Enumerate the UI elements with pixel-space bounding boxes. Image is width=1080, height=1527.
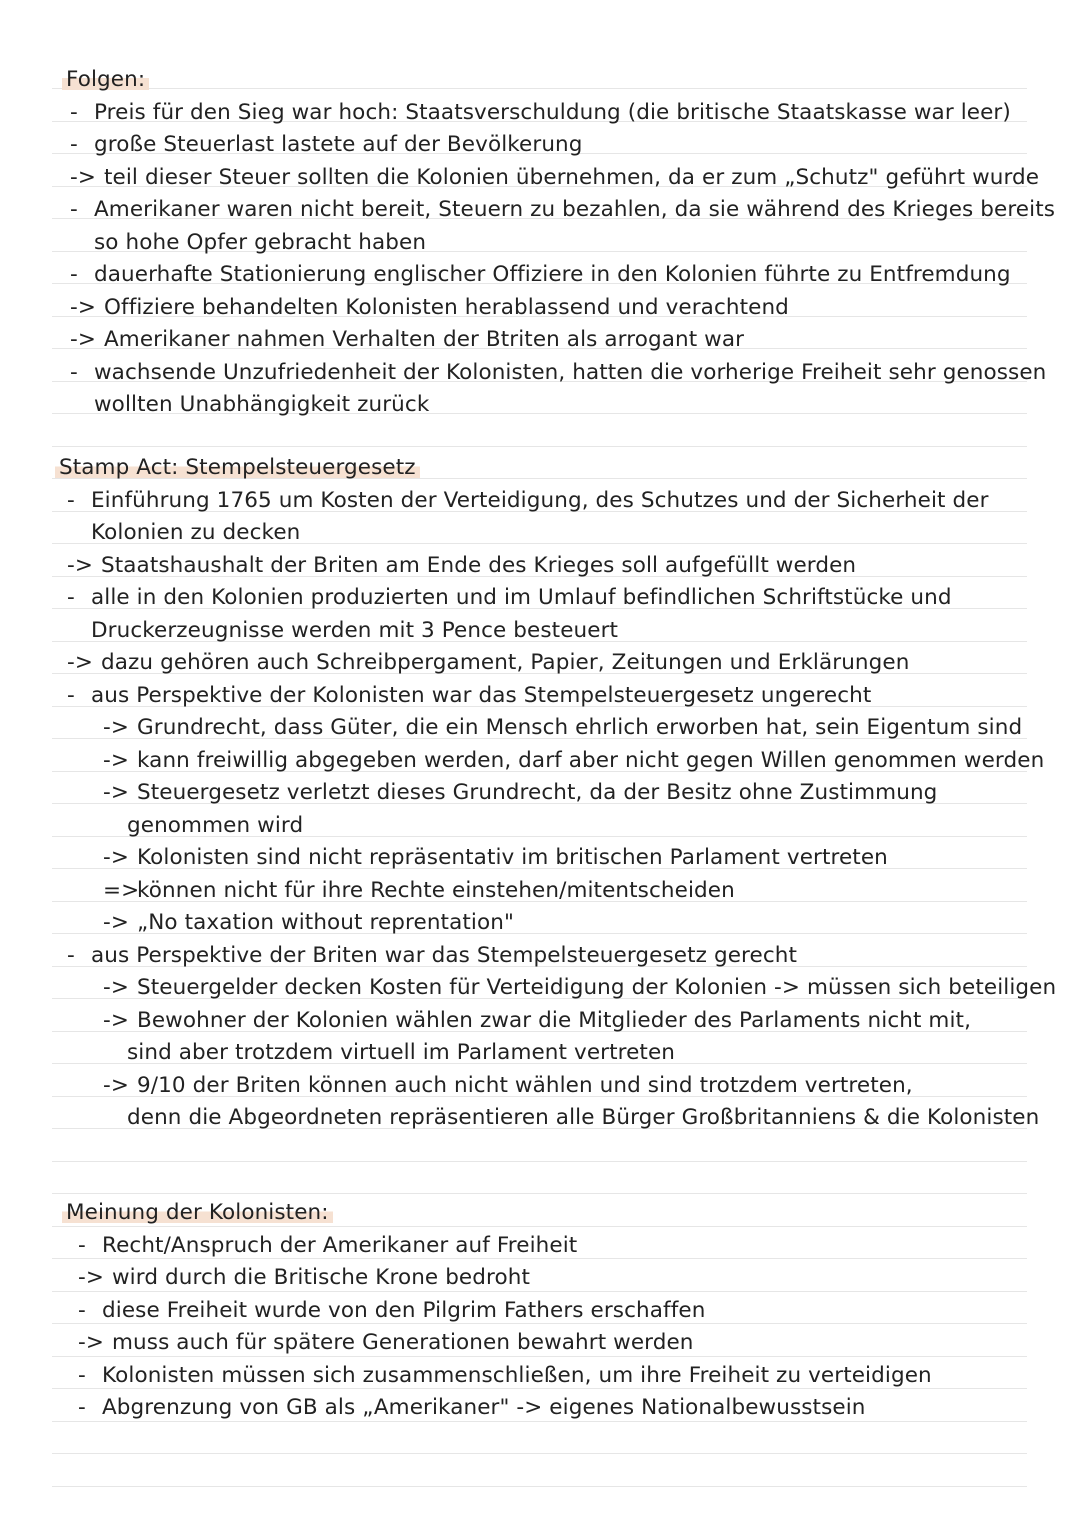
note-line (67, 940, 797, 972)
bullet-marker: -> (78, 1330, 104, 1355)
note-line (78, 1295, 705, 1327)
note-text: große Steuerlast lastete auf der Bevölkerung (94, 132, 583, 157)
note-line (70, 194, 1055, 226)
bullet-marker: - (70, 360, 78, 385)
ruled-line (52, 1486, 1027, 1487)
ruled-line (52, 1193, 1027, 1194)
note-line (103, 1037, 675, 1069)
note-line (103, 842, 888, 874)
section-heading (62, 1197, 333, 1229)
bullet-marker: - (78, 1298, 86, 1323)
section-heading (62, 64, 149, 96)
bullet-marker: -> (103, 780, 129, 805)
note-text: Kolonisten müssen sich zusammenschließen, um ihre Freiheit zu verteidigen (102, 1363, 932, 1388)
note-line (67, 647, 909, 679)
note-line (67, 615, 618, 647)
bullet-marker: -> (103, 1008, 129, 1033)
note-text: muss auch für spätere Generationen bewahrt werden (112, 1330, 694, 1355)
bullet-marker: - (70, 100, 78, 125)
section-heading-text: Folgen: (62, 67, 149, 92)
note-line (103, 712, 1022, 744)
note-text: genommen wird (127, 813, 304, 838)
note-text: kann freiwillig abgegeben werden, darf aber nicht gegen Willen genommen werden (137, 748, 1045, 773)
section-heading (55, 452, 420, 484)
bullet-marker: -> (103, 845, 129, 870)
note-line (67, 680, 871, 712)
note-text: dauerhafte Stationierung englischer Offiziere in den Kolonien führte zu Entfremdung (94, 262, 1011, 287)
bullet-marker: -> (103, 975, 129, 1000)
note-text: aus Perspektive der Briten war das Stempelsteuergesetz gerecht (91, 943, 798, 968)
note-text: wird durch die Britische Krone bedroht (112, 1265, 530, 1290)
note-line (78, 1360, 932, 1392)
note-text: so hohe Opfer gebracht haben (94, 230, 427, 255)
note-line (67, 582, 952, 614)
note-text: Kolonisten sind nicht repräsentativ im britischen Parlament vertreten (137, 845, 888, 870)
note-text: Preis für den Sieg war hoch: Staatsverschuldung (die britische Staatskasse war leer) (94, 100, 1011, 125)
note-line (70, 129, 583, 161)
ruled-line (52, 88, 1027, 89)
note-line (70, 227, 426, 259)
bullet-marker: - (70, 262, 78, 287)
bullet-marker: - (78, 1395, 86, 1420)
note-text: Grundrecht, dass Güter, die ein Mensch ehrlich erworben hat, sein Eigentum sind (137, 715, 1023, 740)
note-line (70, 162, 1039, 194)
bullet-marker: -> (70, 327, 96, 352)
ruled-line (52, 1453, 1027, 1454)
note-text: Amerikaner waren nicht bereit, Steuern zu bezahlen, da sie während des Krieges bereits (94, 197, 1056, 222)
note-line (67, 550, 856, 582)
note-line (70, 259, 1011, 291)
bullet-marker: -> (70, 165, 96, 190)
bullet-marker: -> (67, 650, 93, 675)
note-text: Steuergesetz verletzt dieses Grundrecht, da der Besitz ohne Zustimmung (137, 780, 938, 805)
note-line (103, 972, 1056, 1004)
bullet-marker: - (67, 488, 75, 513)
section-heading-text: Stamp Act: Stempelsteuergesetz (55, 455, 420, 480)
note-text: aus Perspektive der Kolonisten war das Stempelsteuergesetz ungerecht (91, 683, 872, 708)
bullet-marker: -> (67, 553, 93, 578)
note-line (78, 1262, 530, 1294)
note-line (103, 875, 735, 907)
note-line (70, 389, 429, 421)
note-line (103, 810, 303, 842)
note-line (103, 1102, 1039, 1134)
note-line (103, 745, 1044, 777)
note-text: Offiziere behandelten Kolonisten herablassend und verachtend (104, 295, 789, 320)
note-line (103, 777, 937, 809)
note-text: Staatshaushalt der Briten am Ende des Krieges soll aufgefüllt werden (101, 553, 857, 578)
note-text: dazu gehören auch Schreibpergament, Papier, Zeitungen und Erklärungen (101, 650, 910, 675)
bullet-marker: -> (103, 715, 129, 740)
note-text: denn die Abgeordneten repräsentieren alle Bürger Großbritanniens & die Kolonisten (127, 1105, 1040, 1130)
note-line (67, 485, 989, 517)
note-line (78, 1230, 577, 1262)
note-text: „No taxation without reprentation" (137, 910, 514, 935)
ruled-line (52, 446, 1027, 447)
bullet-marker: -> (103, 748, 129, 773)
section-heading-text: Meinung der Kolonisten: (62, 1200, 333, 1225)
note-line (103, 907, 514, 939)
note-text: Amerikaner nahmen Verhalten der Btriten als arrogant war (104, 327, 745, 352)
note-text: 9/10 der Briten können auch nicht wählen und sind trotzdem vertreten, (137, 1073, 913, 1098)
note-line (67, 517, 300, 549)
ruled-line (52, 1161, 1027, 1162)
bullet-marker: -> (70, 295, 96, 320)
note-line (103, 1070, 913, 1102)
note-text: Druckerzeugnisse werden mit 3 Pence besteuert (91, 618, 619, 643)
note-text: alle in den Kolonien produzierten und im Umlauf befindlichen Schriftstücke und (91, 585, 952, 610)
bullet-marker: -> (103, 1073, 129, 1098)
note-text: Einführung 1765 um Kosten der Verteidigung, des Schutzes und der Sicherheit der (91, 488, 989, 513)
note-text: wollten Unabhängigkeit zurück (94, 392, 430, 417)
note-text: Abgrenzung von GB als „Amerikaner" -> eigenes Nationalbewusstsein (102, 1395, 866, 1420)
note-text: können nicht für ihre Rechte einstehen/mitentscheiden (137, 878, 735, 903)
bullet-marker: - (70, 132, 78, 157)
bullet-marker: - (67, 943, 75, 968)
note-text: wachsende Unzufriedenheit der Kolonisten, hatten die vorherige Freiheit sehr genossen (94, 360, 1047, 385)
note-text: sind aber trotzdem virtuell im Parlament vertreten (127, 1040, 676, 1065)
bullet-marker: - (67, 585, 75, 610)
bullet-marker: => (103, 878, 140, 903)
note-line (78, 1392, 866, 1424)
bullet-marker: - (78, 1363, 86, 1388)
note-text: diese Freiheit wurde von den Pilgrim Fathers erschaffen (102, 1298, 706, 1323)
note-text: Steuergelder decken Kosten für Verteidigung der Kolonien -> müssen sich beteiligen (137, 975, 1057, 1000)
bullet-marker: - (70, 197, 78, 222)
note-text: Recht/Anspruch der Amerikaner auf Freiheit (102, 1233, 578, 1258)
bullet-marker: -> (78, 1265, 104, 1290)
note-line (70, 357, 1046, 389)
note-text: Kolonien zu decken (91, 520, 301, 545)
note-text: teil dieser Steuer sollten die Kolonien übernehmen, da er zum „Schutz" geführt wurde (104, 165, 1040, 190)
bullet-marker: -> (103, 910, 129, 935)
note-line (70, 97, 1011, 129)
note-line (70, 292, 789, 324)
note-line (78, 1327, 694, 1359)
note-line (70, 324, 744, 356)
bullet-marker: - (78, 1233, 86, 1258)
bullet-marker: - (67, 683, 75, 708)
note-line (103, 1005, 971, 1037)
note-text: Bewohner der Kolonien wählen zwar die Mitglieder des Parlaments nicht mit, (137, 1008, 972, 1033)
